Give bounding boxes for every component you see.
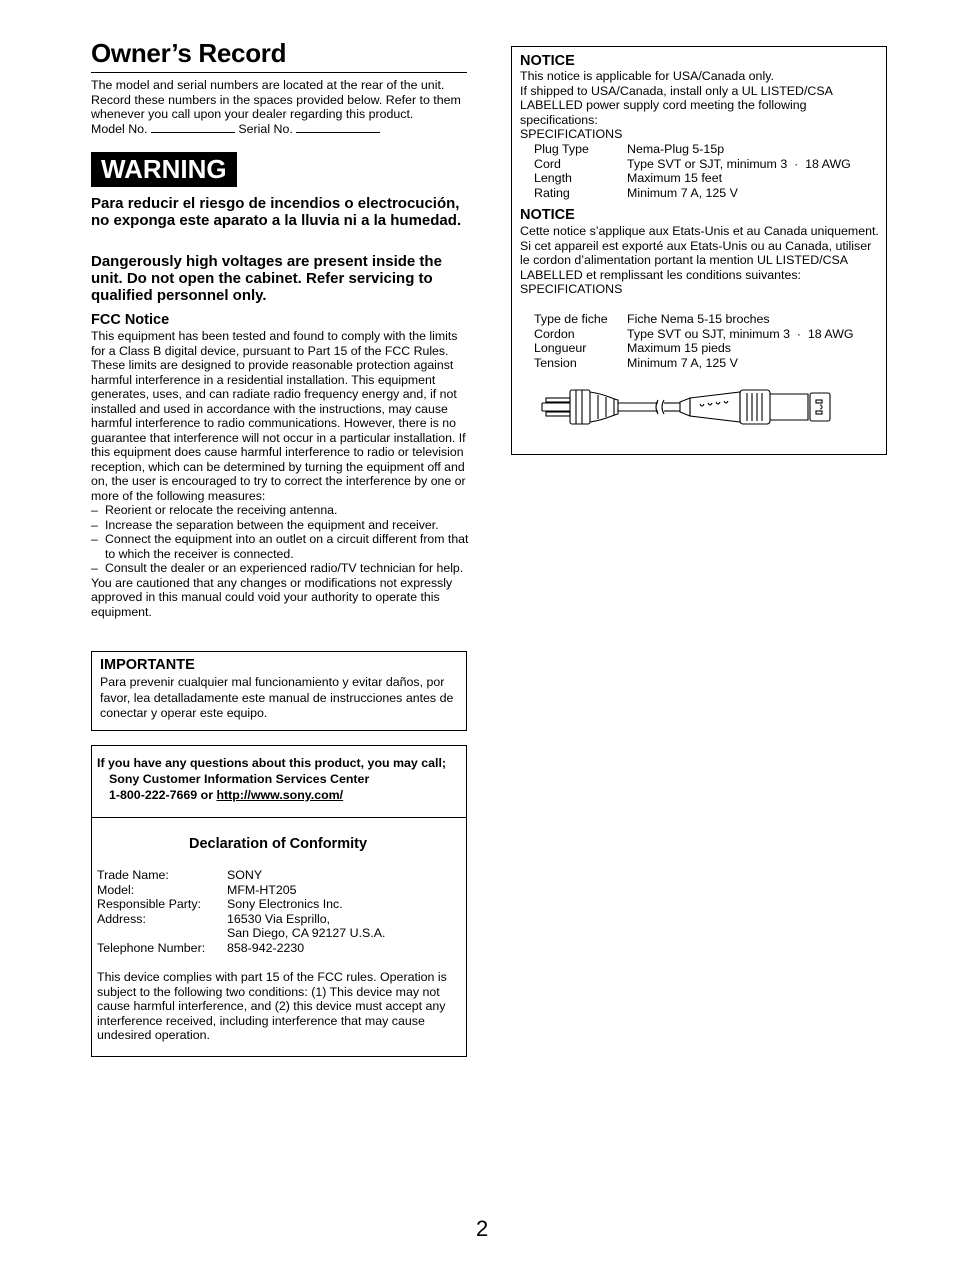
declaration-statement: This device complies with part 15 of the FCC rules. Operation is subject to the following two conditions: (1) This device may not cause harmful interference, and (2) this device must accept any interference received, including interference that may cause undesired operation. (97, 970, 447, 1042)
declaration-row: Model: MFM-HT205 (97, 882, 297, 897)
page-number: 2 (476, 1216, 489, 1241)
fcc-notice-body (91, 329, 469, 619)
warning-english: Dangerously high voltages are present inside the unit. Do not open the cabinet. Refer servicing to qualified personnel only. (91, 253, 442, 304)
spec-row: Cordon Type SVT ou SJT, minimum 3 · 18 AWG (534, 326, 854, 341)
model-label: Model No. (91, 121, 148, 136)
contact-phone-line (97, 787, 463, 803)
spec-row: Rating Minimum 7 A, 125 V (534, 185, 738, 200)
contact-info (97, 755, 463, 803)
notice-heading-en: NOTICE (520, 53, 575, 69)
declaration-row: Responsible Party: Sony Electronics Inc. (97, 897, 343, 911)
notice-heading-fr: NOTICE (520, 207, 575, 223)
declaration-row: Trade Name: SONY (97, 868, 263, 882)
owners-record-text (91, 78, 471, 136)
fcc-measure: – Connect the equipment into an outlet on a circuit different from that to which the receiver is connected. (91, 532, 469, 561)
spec-row: Length Maximum 15 feet (534, 171, 723, 185)
specs-label: SPECIFICATIONS (520, 282, 623, 296)
warning-spanish: Para reducir el riesgo de incendios o electrocución, no exponga este aparato a la lluvia ni a la humedad. (91, 195, 462, 229)
contact-phone: 1-800-222-7669 or (109, 788, 214, 802)
spec-row: Type de fiche Fiche Nema 5-15 broches (534, 312, 770, 326)
notice-fr-line: Cette notice s’applique aux Etats-Unis et au Canada uniquement. (520, 224, 879, 238)
spec-table-fr (534, 312, 854, 370)
fcc-measure: – Reorient or relocate the receiving antenna. (91, 503, 338, 517)
serial-blank (296, 122, 380, 133)
spec-table-en (534, 142, 851, 200)
sony-link[interactable]: http://www.sony.com/ (216, 788, 344, 802)
contact-center: Sony Customer Information Services Center (109, 772, 370, 786)
declaration-row: Telephone Number: 858-942-2230 (97, 940, 305, 955)
spec-row: Plug Type Nema-Plug 5-15p (534, 142, 725, 156)
declaration-title: Declaration of Conformity (188, 836, 368, 852)
notice-en-line: This notice is applicable for USA/Canada only. (520, 69, 774, 83)
notice-en-line: If shipped to USA/Canada, install only a UL LISTED/CSA LABELLED power supply cord meeting the following specifications: (520, 83, 833, 127)
fcc-measure: – Consult the dealer or an experienced radio/TV technician for help. (91, 561, 464, 575)
spec-row: Tension Minimum 7 A, 125 V (534, 355, 738, 370)
notice-text-fr (520, 224, 880, 297)
importante-heading: IMPORTANTE (100, 657, 195, 673)
owners-record-title: Owner’s Record (91, 38, 287, 68)
model-blank (151, 122, 235, 133)
notice-text-en (520, 69, 880, 142)
declaration-table (97, 868, 385, 955)
fcc-measure: – Increase the separation between the equipment and receiver. (91, 517, 439, 532)
notice-fr-line: Si cet appareil est exporté aux Etats-Unis ou au Canada, utiliser le cordon d’alimentation portant la mention UL LISTED/CSA LABELLED et remplissant les conditions suivantes: (520, 238, 872, 282)
warning-banner: WARNING (91, 152, 237, 187)
serial-label: Serial No. (238, 121, 293, 136)
fcc-caution: You are cautioned that any changes or modifications not expressly approved in this manual could void your authority to operate this equipment. (91, 575, 453, 619)
power-cord-icon (540, 384, 836, 430)
spec-row: Cord Type SVT or SJT, minimum 3 · 18 AWG (534, 156, 851, 171)
spec-row: Longueur Maximum 15 pieds (534, 341, 731, 355)
importante-text: Para prevenir cualquier mal funcionamiento y evitar daños, por favor, lea detalladamente este manual de instrucciones antes de conectar y operar este equipo. (100, 675, 454, 720)
owners-record-paragraph: The model and serial numbers are located at the rear of the unit. Record these numbers in the spaces provided below. Refer to them whenever you call upon your dealer regarding this product. (91, 78, 461, 122)
fcc-intro: This equipment has been tested and found to comply with the limits for a Class B digital device, pursuant to Part 15 of the FCC Rules. These limits are designed to provide reasonable protection against harmful interference in a residential installation. This equipment generates, uses, and can radiate radio frequency energy and, if not installed and used in accordance with the instructions, may cause harmful interference to radio communications. However, there is no guarantee that interference will not occur in a particular installation. If this equipment does cause harmful interference to radio or television reception, which can be determined by turning the equipment off and on, the user is encouraged to try to correct the interference by one or more of the following measures: (91, 329, 466, 503)
specs-label: SPECIFICATIONS (520, 127, 623, 141)
declaration-row: Address: 16530 Via Esprillo, (97, 911, 331, 926)
contact-question: If you have any questions about this product, you may call; (97, 756, 447, 770)
title-rule (91, 72, 467, 73)
model-serial-line (91, 122, 471, 137)
declaration-row: San Diego, CA 92127 U.S.A. (227, 926, 386, 940)
box-divider (91, 817, 467, 818)
fcc-notice-heading: FCC Notice (91, 312, 170, 328)
